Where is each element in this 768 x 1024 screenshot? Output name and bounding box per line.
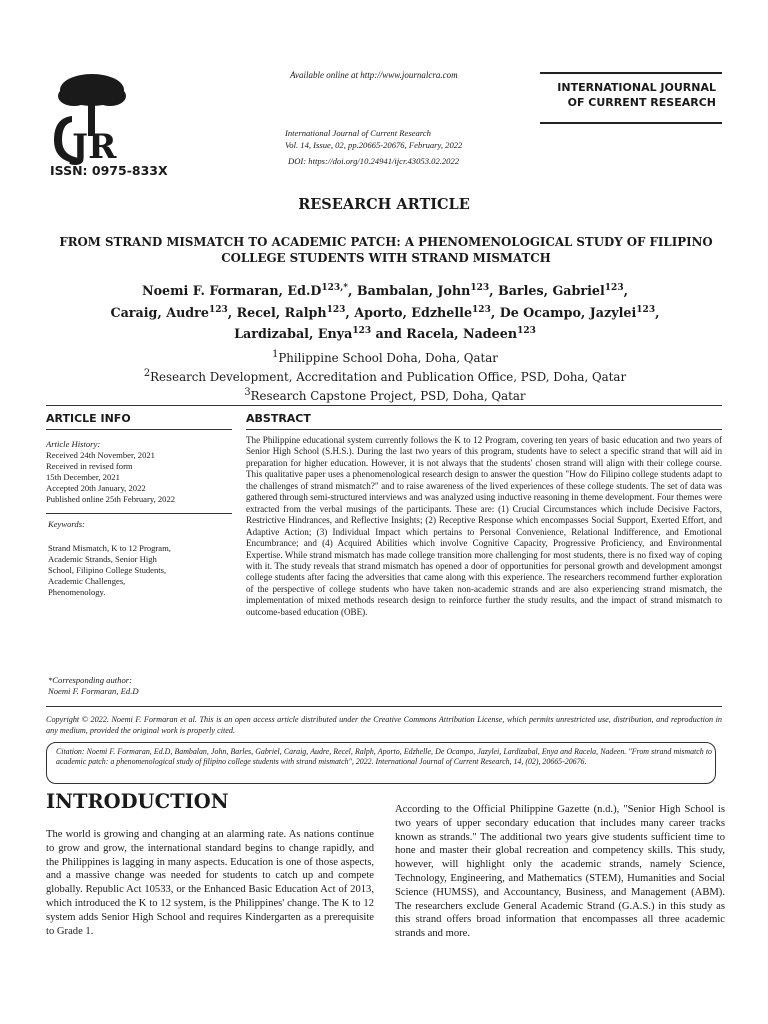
author-name: Recel, Ralph bbox=[236, 304, 327, 320]
divider bbox=[46, 513, 232, 514]
author-name: Caraig, Audre bbox=[110, 304, 209, 320]
journal-name: INTERNATIONAL JOURNAL OF CURRENT RESEARCH bbox=[557, 81, 716, 109]
citation-text: Citation: Noemi F. Formaran, Ed.D, Bambalan, John, Barles, Gabriel, Caraig, Audre, Recel, Ralph, Aporto, Edzhelle, De Ocampo, Jazylei, Lardizabal, Enya and Racela, Nadeen. "From strand mismatch to academic patch: a phenomenological study of filipino college students with strand mismatch", 2022. International Journal of Current Research, 14, (02), 20665-20676. bbox=[56, 747, 712, 766]
author-list bbox=[70, 279, 700, 344]
corresponding-author: Noemi F. Formaran, Ed.D bbox=[48, 686, 139, 696]
keywords-list: Strand Mismatch, K to 12 Program, Academic Strands, Senior High School, Filipino College Students, Academic Challenges, Phenomenology. bbox=[48, 543, 171, 597]
author-affiliation-marker: 123 bbox=[352, 326, 372, 337]
author-name: Racela, Nadeen bbox=[406, 326, 518, 342]
article-type: RESEARCH ARTICLE bbox=[298, 196, 470, 213]
author-separator: , bbox=[227, 304, 237, 320]
author-affiliation-marker: 123 bbox=[472, 304, 491, 315]
affiliation-1: $^1$Philippine School Doha, Doha, Qatar bbox=[272, 349, 498, 365]
author-affiliation-marker: 123 bbox=[326, 304, 346, 315]
abstract-heading: ABSTRACT bbox=[246, 412, 311, 425]
author-affiliation-marker: 123 bbox=[517, 326, 536, 337]
article-info-heading: ARTICLE INFO bbox=[46, 412, 131, 425]
author-separator: , bbox=[345, 304, 355, 320]
divider bbox=[46, 706, 722, 707]
affiliation-2: $^2$Research Development, Accreditation and Publication Office, PSD, Doha, Qatar bbox=[143, 367, 627, 384]
abstract-text: The Philippine educational system currently follows the K to 12 Program, covering ten years of basic education and two years of Senior High School (S.H.S.). During the last two years of this program, students have to select a specific strand that will aid in preparation for higher education. However, it is not always that the students' chosen strand will align with their college course. This qualitative paper uses a phenomenological research design to answer the question "How do Filipino college students adapt to the challenges of strand mismatch?" and to raise awareness of the lived experiences of these college students. The set of data was gathered through semi-structured interviews and was analyzed using inductive reasoning in theme development. Four themes were extracted from the verbal musings of the participants. These are: (1) Crucial Circumstances which include Decisive Factors, Restrictive Hindrances, and Reflective Insights; (2) Receptive Response which encompasses Social Support, Exerted Effort, and Adaptive Action; (3) Individual Impact which pertains to Personal Convenience, Relational Indifference, and Emotional Encumbrance; and (4) Acquired Abilities which involve Cognitive Capacity, Progressive Proficiency, and Environmental Expertise. While strand mismatch has made college transition more challenging for most students, there is no fixed way of coping with it. The study reveals that strand mismatch has opened a door of opportunities for personal growth and development amongst college students after facing the adversities that came along with this experience. The researchers recommend further exploration of the perspective of college students who have taken non-academic strands and are also experiencing strand mismatch, the implementation of mixed methods research design to reinforce further the study results, and the impact of strand mismatch to outcome-based education (OBE). bbox=[246, 435, 722, 617]
divider bbox=[246, 429, 722, 430]
doi: DOI: https://doi.org/10.24941/ijcr.43053.02.2022 bbox=[288, 156, 460, 166]
author-name: Lardizabal, Enya bbox=[234, 326, 353, 342]
divider bbox=[46, 405, 722, 406]
introduction-heading: INTRODUCTION bbox=[46, 790, 229, 813]
author-separator: , bbox=[655, 304, 660, 320]
author-separator: , bbox=[623, 283, 629, 299]
author-separator: , bbox=[490, 304, 500, 320]
author-name: Bambalan, John bbox=[356, 283, 471, 299]
introduction-right-column: According to the Official Philippine Gazette (n.d.), "Senior High School is two years of upper secondary education that includes many career tracks known as strands." The additional two years give students sufficient time to hone and master their global recreation and competency skills. This study, however, will highlight only the academic strands, namely Science, Technology, Engineering, and Mathematics (STEM), Humanities and Social Science (HUMSS), and Accountancy, Business, and Management (ABM). The researchers exclude General Academic Strand (G.A.S.) in this study as this strand offers broad information that encompasses all three academic strands and more. bbox=[395, 804, 725, 940]
author-affiliation-marker: 123,* bbox=[321, 283, 348, 293]
article-history: Article History: Received 24th November, 2021 Received in revised form 15th December, 2021 Accepted 20th January, 2022 Published online 25th February, 2022 bbox=[46, 439, 176, 504]
affiliations bbox=[50, 347, 720, 404]
corresponding-label: *Corresponding author: bbox=[48, 675, 132, 685]
author-affiliation-marker: 123 bbox=[604, 283, 624, 293]
journal-citation: International Journal of Current Research Vol. 14, Issue, 02, pp.20665-20676, February, 2022 bbox=[285, 128, 463, 150]
author-affiliation-marker: 123 bbox=[208, 304, 228, 315]
author-affiliation-marker: 123 bbox=[636, 304, 656, 315]
author-name: Aporto, Edzhelle bbox=[354, 304, 473, 320]
copyright-notice: Copyright © 2022. Noemi F. Formaran et al. This is an open access article distributed under the Creative Commons Attribution License, which permits unrestricted use, distribution, and reproduction in any medium, provided the original work is properly cited. bbox=[46, 715, 722, 735]
introduction-left-column: The world is growing and changing at an alarming rate. As nations continue to grow and grow, the international standard begins to change rapidly, and the Philippines is lagging in many aspects. Education is one of those aspects, and a massive change was needed for students to catch up and compete globally. Republic Act 10533, or the Enhanced Basic Education Act of 2013, which introduced the K to 12 system, is the Philippines' change. The K to 12 system adds Senior High School and requires Kindergarten as a prerequisite to Grade 1. bbox=[46, 829, 374, 937]
divider bbox=[46, 429, 232, 430]
affiliation-3: $^3$Research Capstone Project, PSD, Doha, Qatar bbox=[244, 386, 526, 403]
author-separator: , bbox=[489, 283, 498, 299]
journal-logo bbox=[50, 66, 135, 166]
author-separator: and bbox=[371, 326, 407, 342]
svg-text:JR: JR bbox=[72, 127, 117, 166]
author-affiliation-marker: 123 bbox=[470, 283, 490, 293]
author-name: De Ocampo, Jazylei bbox=[499, 304, 637, 320]
issn: ISSN: 0975-833X bbox=[50, 163, 168, 178]
available-online: Available online at http://www.journalcra.com bbox=[290, 70, 458, 80]
article-title: FROM STRAND MISMATCH TO ACADEMIC PATCH: A PHENOMENOLOGICAL STUDY OF FILIPINO COLLEGE STUDENTS WITH STRAND MISMATCH bbox=[59, 235, 713, 265]
author-name: Barles, Gabriel bbox=[497, 283, 605, 299]
author-name: Noemi F. Formaran, Ed.D bbox=[141, 283, 322, 299]
author-separator: , bbox=[348, 283, 357, 299]
keywords-label: Keywords: bbox=[48, 519, 85, 529]
